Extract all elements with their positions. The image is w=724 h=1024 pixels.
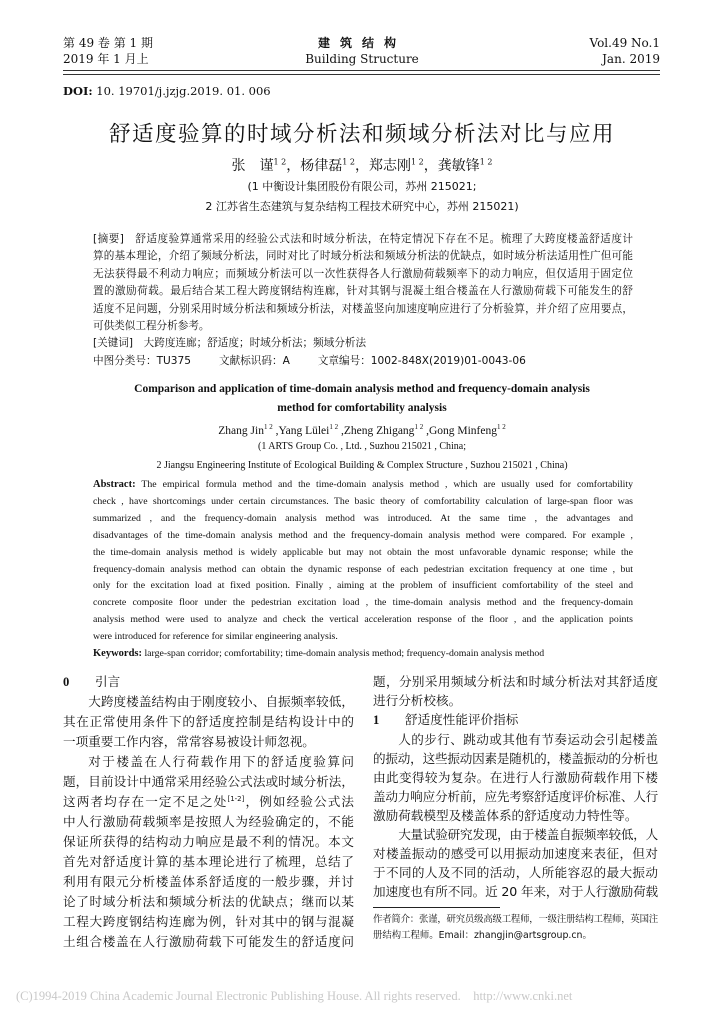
body-column-left bbox=[63, 672, 354, 952]
author-separator: , bbox=[423, 424, 429, 437]
author-separator: , bbox=[338, 424, 344, 437]
abstract-cn bbox=[93, 231, 633, 370]
abstract-text: 可供类似工程分析参考。 bbox=[93, 320, 210, 333]
body-column-right bbox=[373, 672, 658, 901]
citation-ref: [1-2] bbox=[227, 794, 245, 803]
text: ，例如经验公式法 bbox=[244, 794, 354, 809]
classification-value: A bbox=[282, 354, 290, 367]
author-separator: ， bbox=[355, 158, 369, 174]
abstract-en-line bbox=[93, 612, 633, 629]
abstract-en-line bbox=[93, 545, 633, 562]
paragraph-line: 首先对舒适度计算的基本理论进行了梳理，总结了 bbox=[63, 854, 354, 869]
abstract-text: 算的基本理论，介绍了频域分析法，同时对比了时域分析法和频域分析法的优缺点，如时域分析法适用性广但可能 bbox=[93, 250, 633, 263]
paragraph-line: 题，分别采用频域分析法和时域分析法对其舒适度 bbox=[373, 674, 658, 689]
abstract-cn-line bbox=[93, 266, 633, 283]
section-heading bbox=[63, 672, 354, 692]
header-rule bbox=[63, 70, 660, 71]
keywords-en bbox=[93, 646, 633, 663]
classification-label: 中图分类号： bbox=[93, 354, 157, 367]
paragraph-line: 工程大跨度钢结构连廊为例，针对其中的钢与混凝 bbox=[63, 914, 354, 929]
classification-label: 文章编号： bbox=[317, 354, 371, 367]
paragraph-line: 大跨度楼盖结构由于刚度较小、自振频率较低， bbox=[88, 694, 354, 709]
paragraph-line: 题，目前设计中通常采用经验公式法或时域分析法， bbox=[63, 774, 354, 789]
footnote-rule bbox=[373, 907, 500, 908]
author-separator: ， bbox=[423, 158, 438, 174]
page-title: 舒适度验算的时域分析法和频域分析法对比与应用 bbox=[108, 122, 615, 147]
abstract-en-line bbox=[93, 494, 633, 511]
paragraph-line: 土组合楼盖在人行激励荷载下可能发生的舒适度问 bbox=[63, 934, 354, 949]
date-en: Jan. 2019 bbox=[602, 52, 660, 66]
section-number: 1 bbox=[373, 713, 380, 727]
author-footnote bbox=[373, 912, 658, 944]
section-title: 引言 bbox=[95, 674, 121, 689]
abstract-en bbox=[93, 477, 633, 663]
classification-item bbox=[219, 355, 290, 367]
abstract-label: Abstract: bbox=[93, 479, 136, 490]
text: 这两者均存在一定不足之处 bbox=[63, 794, 228, 809]
abstract-en-line bbox=[93, 578, 633, 595]
author-affiliation-mark: 1 2 bbox=[414, 423, 424, 431]
doi-label: DOI: bbox=[63, 84, 93, 98]
abstract-text: 适度不足问题，分别采用时域分析法和频域分析法，对楼盖竖向加速度响应进行了分析验算，并介绍了应用要点， bbox=[93, 302, 633, 315]
title-en-line-1: Comparison and application of time-domain analysis method and frequency-domain analysis bbox=[134, 383, 590, 395]
keywords-label: [关键词] bbox=[93, 337, 144, 350]
abstract-en-line bbox=[93, 511, 633, 528]
abstract-text: The empirical formula method and the time-domain analysis method , which are usually used for comfortability bbox=[135, 479, 633, 490]
classification-value: TU375 bbox=[156, 354, 192, 367]
abstract-en-line bbox=[93, 477, 633, 494]
title-en-line-2: method for comfortability analysis bbox=[277, 402, 447, 414]
abstract-text: check , have shortcomings under certain circumstances. The basic theory of comfortability calculation of large-span floor was bbox=[93, 495, 633, 507]
classification-item bbox=[318, 355, 526, 367]
copyright-watermark: (C)1994-2019 China Academic Journal Electronic Publishing House. All rights reserved. http://www.cnki.net bbox=[16, 989, 573, 1003]
author-name: 张 谨 bbox=[231, 158, 274, 174]
abstract-text: analysis method were used to analyze and check the vertical acceleration response of the floor , and the application points bbox=[93, 614, 633, 626]
paragraph-line: 于不同的人及不同的活动，人所能容忍的最大振动 bbox=[373, 865, 658, 880]
paragraph-line: 中人行激励荷载频率是按照人为经验确定的，不能 bbox=[63, 814, 354, 829]
section-number: 0 bbox=[63, 675, 70, 689]
author-name: 龚敏锋 bbox=[437, 158, 480, 174]
paragraph-line: 的振动，这些振动因素是随机的，楼盖振动的分析也 bbox=[373, 751, 658, 766]
paragraph-line: 一项重要工作内容，常常容易被设计师忽视。 bbox=[63, 734, 315, 749]
journal-name bbox=[262, 35, 462, 67]
author-affiliation-mark: 1 2 bbox=[411, 157, 424, 167]
author-separator: , bbox=[272, 424, 279, 437]
abstract-text: 舒适度验算通常采用的经验公式法和时域分析法，在特定情况下存在不足。梳理了大跨度楼盖舒适度计 bbox=[135, 233, 633, 245]
abstract-text: frequency-domain analysis method can obtain the dynamic response of each pedestrian excitation frequency at one time , but bbox=[93, 563, 633, 575]
paragraph-line bbox=[63, 792, 354, 812]
abstract-text: concrete composite floor under the pedestrian excitation load , the time-domain analysis method and the frequency-domain bbox=[93, 597, 633, 609]
paragraph-line: 对楼盖振动的感受可以用振动加速度来表征，但对 bbox=[373, 846, 658, 861]
journal-name-en: Building Structure bbox=[305, 52, 419, 66]
author-affiliation-mark: 1 2 bbox=[342, 157, 355, 167]
classification-info bbox=[93, 353, 633, 370]
abstract-label: [摘要] bbox=[93, 233, 136, 245]
abstract-text: 无法获得最不利动力响应；而频域分析法可以一次性获得各人行激励荷载频率下的动力响应，但仅适用于固定位 bbox=[93, 267, 633, 280]
paragraph-line: 激励荷载模型及楼盖体系的舒适度动力特性等。 bbox=[373, 808, 638, 823]
author-affiliation-mark: 1 2 bbox=[479, 157, 493, 167]
section-title: 舒适度性能评价指标 bbox=[405, 712, 519, 727]
keywords-text: large-span corridor; comfortability; time-domain analysis method; frequency-domain analysis method bbox=[142, 648, 545, 660]
authors-cn bbox=[0, 155, 724, 175]
author-separator: ， bbox=[286, 158, 301, 174]
abstract-en-line bbox=[93, 528, 633, 545]
footnote-line: 作者简介：张谨，研究员级高级工程师，一级注册结构工程师，英国注 bbox=[373, 914, 658, 925]
abstract-cn-line bbox=[93, 301, 633, 318]
classification-label: 文献标识码： bbox=[219, 354, 283, 367]
abstract-en-line bbox=[93, 562, 633, 579]
author-affiliation-mark: 1 2 bbox=[329, 423, 339, 431]
paragraph-line: 论了时域分析法和频域分析法的优缺点；继而以某 bbox=[63, 894, 354, 909]
paragraph-line: 由此变得较为复杂。在进行人行激励荷载作用下楼 bbox=[373, 770, 658, 785]
affiliation-en-2: 2 Jiangsu Engineering Institute of Ecological Building & Complex Structure , Suzhou 215021 , China) bbox=[156, 460, 568, 471]
header-rule-thin bbox=[63, 74, 660, 75]
author-affiliation-mark: 1 2 bbox=[496, 423, 506, 431]
paragraph-line: 人的步行、跳动或其他有节奏运动会引起楼盖 bbox=[398, 732, 658, 747]
author-name: Yang Lülei bbox=[278, 424, 330, 437]
abstract-cn-line bbox=[93, 283, 633, 300]
author-name: Zhang Jin bbox=[218, 424, 264, 437]
abstract-text: summarized , and the frequency-domain analysis method was introduced. At the same time , the advantages and bbox=[93, 512, 633, 524]
section-heading bbox=[373, 710, 658, 730]
classification-item bbox=[93, 355, 191, 367]
abstract-text: only for the excitation load at fixed position. Finally , aiming at the problem of insufficient comfortability of the steel and bbox=[93, 580, 633, 592]
author-name: 杨律磊 bbox=[300, 158, 343, 174]
authors-en bbox=[0, 420, 724, 439]
affiliation-cn-2: 2 江苏省生态建筑与复杂结构工程技术研究中心，苏州 215021) bbox=[205, 200, 519, 213]
paragraph-line: 对于楼盖在人行荷载作用下的舒适度验算问 bbox=[88, 754, 354, 769]
paragraph-line: 大量试验研究发现，由于楼盖自振频率较低，人 bbox=[398, 827, 658, 842]
issue-en: Vol.49 No.1 bbox=[589, 36, 660, 50]
classification-value: 1002-848X(2019)01-0043-06 bbox=[370, 354, 526, 367]
paragraph-line: 进行分析校核。 bbox=[373, 693, 462, 708]
author-name: 郑志刚 bbox=[369, 158, 411, 174]
keywords-cn bbox=[93, 335, 633, 352]
abstract-en-line bbox=[93, 595, 633, 612]
journal-issue-cn bbox=[63, 35, 153, 67]
footnote-line: 册结构工程师。Email：zhangjin@artsgroup.cn。 bbox=[373, 930, 592, 941]
doi-value: 10. 19701/j.jzjg.2019. 01. 006 bbox=[92, 84, 271, 98]
paragraph-line: 盖动力响应分析前，应先考察舒适度评价标准、人行 bbox=[373, 789, 658, 804]
keywords-label: Keywords: bbox=[93, 648, 142, 660]
doi bbox=[63, 84, 271, 98]
paragraph-line: 利用有限元分析楼盖体系舒适度的一般步骤，并讨 bbox=[63, 874, 354, 889]
affiliation-en-1: (1 ARTS Group Co. , Ltd. , Suzhou 215021 , China; bbox=[257, 441, 466, 452]
abstract-cn-line bbox=[93, 248, 633, 265]
abstract-text: the time-domain analysis method is widely applicable but may not obtain the most unfavorable dynamic response; while the bbox=[93, 546, 633, 558]
abstract-text: disadvantages of the time-domain analysis method and the frequency-domain analysis method were compared. For example , bbox=[93, 529, 633, 541]
paragraph-line: 保证所获得的结构动力响应是最不利的情况。本文 bbox=[63, 834, 354, 849]
date-cn: 2019 年 1 月上 bbox=[63, 52, 149, 66]
author-affiliation-mark: 1 2 bbox=[273, 157, 287, 167]
abstract-text: were introduced for reference for similar engineering analysis. bbox=[93, 631, 338, 643]
author-name: Zheng Zhigang bbox=[343, 424, 415, 437]
abstract-text: 置的激励荷载。最后结合某工程大跨度钢结构连廊，针对其钢与混凝土组合楼盖在人行激励荷载下可能发生的舒 bbox=[93, 285, 633, 298]
issue-cn: 第 49 卷 第 1 期 bbox=[63, 36, 153, 50]
author-name: Gong Minfeng bbox=[428, 424, 497, 437]
abstract-cn-line bbox=[93, 318, 633, 335]
keywords-text: 大跨度连廊；舒适度；时域分析法；频域分析法 bbox=[143, 337, 367, 350]
affiliation-cn-1: (1 中衡设计集团股份有限公司，苏州 215021; bbox=[247, 180, 477, 193]
author-affiliation-mark: 1 2 bbox=[263, 423, 273, 431]
paragraph-line: 其在正常使用条件下的舒适度控制是结构设计中的 bbox=[63, 714, 354, 729]
journal-issue-en bbox=[590, 35, 661, 67]
abstract-en-line bbox=[93, 629, 633, 646]
journal-name-cn: 建筑结构 bbox=[317, 36, 406, 50]
abstract-cn-line bbox=[93, 231, 633, 248]
paragraph-line: 加速度也有所不同。近 20 年来，对于人行激励荷载 bbox=[373, 884, 658, 899]
